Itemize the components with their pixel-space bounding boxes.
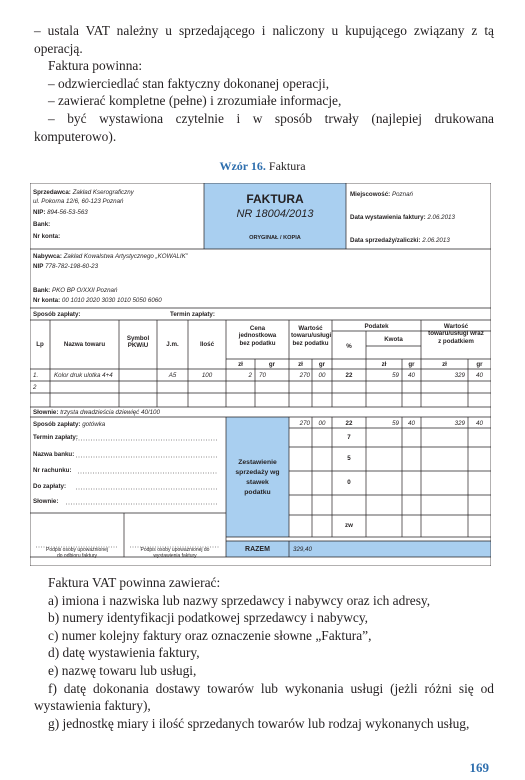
- seller-label: Sprzedawca:: [33, 189, 71, 196]
- lower-term-label: Termin zapłaty:: [33, 434, 78, 441]
- seller-nip-label: NIP:: [33, 209, 46, 216]
- row-net-gr: 00: [318, 372, 326, 379]
- col-gr: gr: [408, 361, 415, 368]
- invoice-form: [30, 183, 491, 566]
- seller-nip-row: [33, 209, 88, 216]
- col-gr: gr: [476, 361, 483, 368]
- col-qty: Ilość: [199, 341, 215, 348]
- signature-receiver: Podpis osoby upoważnionej do odbioru faktury: [46, 547, 108, 559]
- bottom-paragraph: a) imiona i nazwiska lub nazwy sprzedawcy i nabywcy oraz ich adresy,: [48, 592, 431, 608]
- caption-title: Faktura: [268, 159, 306, 173]
- lower-account-label: Nr rachunku:: [33, 467, 72, 474]
- words-value: trzysta dwadzieścia dziewięć 40/100: [60, 409, 160, 416]
- lower-payment-method-label: Sposób zapłaty:: [33, 421, 81, 428]
- col-name: Nazwa towaru: [63, 341, 106, 348]
- col-tax: Podatek: [364, 323, 389, 330]
- col-zl: zł: [442, 361, 447, 368]
- summary-gross-zl: 329: [454, 420, 465, 427]
- sale-date: 2.06.2013: [422, 237, 450, 244]
- lower-payment-method-row: [33, 421, 105, 428]
- issue-date-label: Data wystawienia faktury:: [350, 214, 426, 221]
- col-value-net: Wartość towaru/usługi bez podatku: [291, 325, 332, 347]
- top-paragraph: – być wystawiona czytelnie i w sposób trwały (najlepiej drukowana komputerowo).: [34, 110, 494, 144]
- row-price-gr: 70: [259, 372, 266, 379]
- seller-name: Zakład Kserograficzny: [72, 189, 134, 196]
- bottom-paragraph: c) numer kolejny faktury oraz oznaczenie słowne „Faktura”,: [48, 627, 372, 643]
- summary-tax-zl: 59: [392, 420, 399, 427]
- top-paragraph: – zawierać kompletne (pełne) i zrozumiałe informacje,: [48, 93, 342, 109]
- col-gr: gr: [318, 361, 326, 368]
- row-price-zl: 2: [248, 372, 252, 379]
- bottom-paragraph: f) datę dokonania dostawy towarów lub wykonania usługi (jeżli różni się od wystawienia faktury),: [34, 680, 494, 714]
- row-tax-gr: 40: [408, 372, 415, 379]
- col-zl: zł: [298, 361, 303, 368]
- issue-date-row: [350, 214, 455, 221]
- col-pkwiu: Symbol PKWiU: [126, 335, 150, 350]
- caption-label: Wzór 16.: [219, 159, 266, 173]
- summary-rate: 0: [347, 479, 351, 486]
- col-price-net: Cena jednostkowa bez podatku: [238, 325, 277, 347]
- seller-nip: 894-56-53-563: [47, 209, 88, 216]
- col-zl: zł: [381, 361, 387, 368]
- summary-tax-gr: 40: [408, 420, 415, 427]
- words-label: Słownie:: [33, 409, 59, 416]
- bottom-paragraph: b) numery identyfikacji podatkowej sprzedawcy i nabywcy,: [48, 610, 369, 626]
- buyer-bank-label: Bank:: [33, 287, 51, 294]
- row-name: Kolor druk ulotka 4+4: [54, 372, 113, 379]
- total-label: RAZEM: [245, 546, 270, 553]
- place-value: Poznań: [391, 191, 413, 198]
- row-gross-zl: 329: [454, 372, 465, 379]
- col-value-gross: Wartość towaru/usługi wraz z podatkiem: [428, 323, 484, 345]
- place-label: Miejscowość:: [350, 191, 391, 198]
- signature-issuer: Podpis osoby upoważnionej do wystawienia faktury: [140, 547, 210, 559]
- lower-payment-method: gotówka: [82, 421, 106, 428]
- seller-account-label: Nr konta:: [33, 233, 61, 240]
- sale-date-label: Data sprzedaży/zaliczki:: [350, 237, 421, 244]
- invoice-number: NR 18004/2013: [236, 208, 314, 220]
- summary-rate: 7: [347, 434, 351, 441]
- seller-bank-label: Bank:: [33, 221, 51, 228]
- row-qty: 100: [201, 372, 213, 379]
- buyer-name: Zakład Kowalstwa Artystycznego „KOWALIK”: [63, 253, 188, 260]
- total-value: 329,40: [293, 546, 312, 553]
- buyer-label: Nabywca:: [33, 253, 62, 260]
- buyer-nip: 778-782-198-60-23: [45, 263, 99, 270]
- col-zl: zł: [238, 361, 243, 368]
- issue-date: 2.06.2013: [427, 214, 455, 221]
- sale-date-row: [350, 237, 450, 244]
- row-tax-pct: 22: [345, 372, 353, 379]
- row-unit: A5: [168, 372, 177, 379]
- buyer-bank: PKO BP O/XXII Poznań: [51, 287, 118, 294]
- row-net-zl: 270: [299, 372, 310, 379]
- top-paragraph: Faktura powinna:: [48, 58, 143, 74]
- col-lp: Lp: [36, 341, 44, 348]
- summary-gross-gr: 40: [476, 420, 483, 427]
- seller-block: [33, 189, 134, 196]
- top-text: [34, 22, 494, 145]
- invoice-title: FAKTURA: [246, 192, 304, 206]
- buyer-account-label: Nr konta:: [33, 297, 61, 304]
- payment-method-label: Sposób zapłaty:: [33, 311, 81, 318]
- summary-rate: 5: [347, 455, 351, 462]
- summary-net-gr: 00: [318, 420, 326, 427]
- words-row: [33, 409, 160, 416]
- row-tax-zl: 59: [392, 372, 399, 379]
- col-tax-amount: Kwota: [384, 336, 403, 343]
- buyer-bank-row: [33, 287, 117, 294]
- bottom-text: [34, 574, 494, 732]
- bottom-paragraph: e) nazwę towaru lub usługi,: [48, 662, 197, 678]
- buyer-block: [33, 253, 188, 260]
- place-row: [350, 191, 413, 198]
- summary-label: Zestawienie sprzedaży wg stawek podatku: [235, 459, 280, 496]
- buyer-nip-row: [33, 263, 98, 270]
- lower-words-label: Słownie:: [33, 498, 59, 505]
- top-paragraph: – ustala VAT należny u sprzedającego i naliczony u kupującego związany z tą operacją.: [34, 23, 494, 56]
- row-lp: 2: [33, 384, 37, 391]
- lower-paid-label: Do zapłaty:: [33, 483, 67, 490]
- copy-label: ORYGINAŁ / KOPIA: [249, 235, 301, 241]
- summary-net-zl: 270: [299, 420, 310, 427]
- summary-rate: 22: [345, 420, 353, 427]
- col-tax-pct: %: [346, 343, 352, 350]
- payment-term-label: Termin zapłaty:: [170, 311, 215, 318]
- seller-address: ul. Pokorna 12/6, 60-123 Poznań: [33, 198, 124, 205]
- buyer-account: 00 1010 2020 3030 1010 5050 6060: [61, 297, 162, 304]
- row-lp: 1.: [33, 372, 39, 379]
- top-paragraph: – odzwierciedlać stan faktyczny dokonanej operacji,: [48, 75, 330, 91]
- buyer-nip-label: NIP: [33, 263, 44, 270]
- col-gr: gr: [268, 361, 276, 368]
- summary-rate: zw: [345, 522, 353, 529]
- lower-bank-label: Nazwa banku:: [33, 451, 75, 458]
- figure-caption: [0, 159, 525, 174]
- row-gross-gr: 40: [476, 372, 483, 379]
- col-unit: J.m.: [166, 341, 179, 348]
- bottom-paragraph: Faktura VAT powinna zawierać:: [48, 575, 221, 590]
- bottom-paragraph: g) jednostkę miary i ilość sprzedanych towarów lub rodzaj wykonanych usług,: [48, 715, 470, 731]
- buyer-account-row: [33, 297, 162, 304]
- bottom-paragraph: d) datę wystawienia faktury,: [48, 645, 200, 661]
- page-number: 169: [469, 760, 489, 775]
